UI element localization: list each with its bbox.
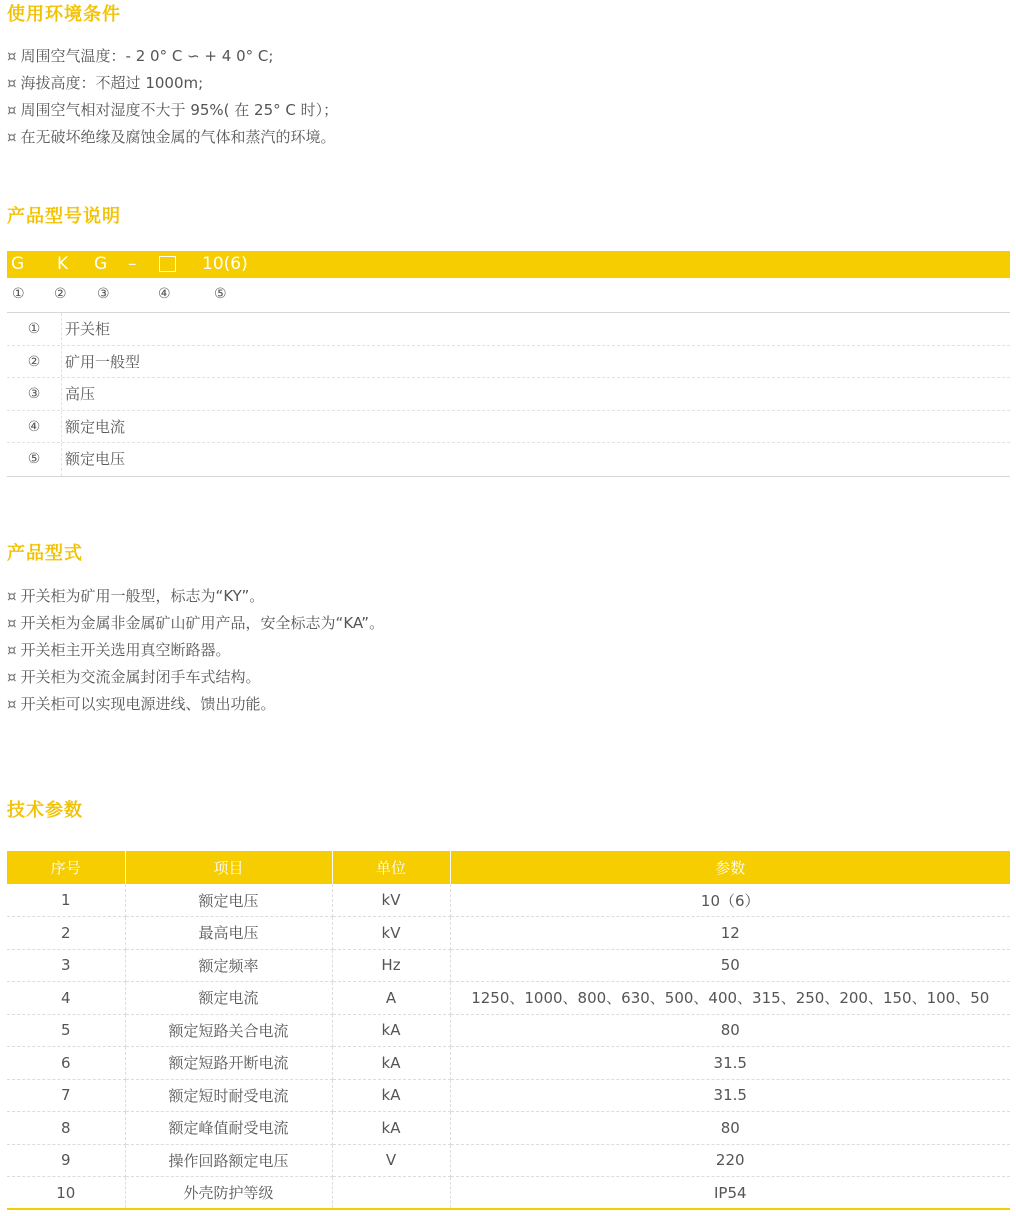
bullet-mark-icon: ¤ <box>7 47 17 65</box>
bullet-mark-icon: ¤ <box>7 641 17 659</box>
cell-index: 4 <box>7 982 125 1015</box>
code-index: ⑤ <box>7 443 62 476</box>
cell-param: IP54 <box>450 1177 1010 1210</box>
table-header-row <box>7 851 1010 884</box>
cell-item: 额定电压 <box>125 884 332 917</box>
model-section-title: 产品型号说明 <box>7 206 121 227</box>
form-item-text: 开关柜主开关选用真空断路器。 <box>20 641 231 659</box>
form-item-text: 开关柜为金属非金属矿山矿用产品，安全标志为“KA”。 <box>20 614 385 632</box>
env-bullet-item <box>7 43 338 70</box>
table-row <box>7 411 1010 444</box>
cell-index: 9 <box>7 1144 125 1177</box>
table-row <box>7 884 1010 917</box>
code-description: 矿用一般型 <box>65 352 141 371</box>
cell-unit: kA <box>332 1047 450 1080</box>
code-index: ② <box>7 346 62 378</box>
cell-index: 2 <box>7 917 125 950</box>
env-section-title: 使用环境条件 <box>7 4 121 25</box>
bullet-mark-icon: ¤ <box>7 614 17 632</box>
code-index: ③ <box>7 378 62 410</box>
table-row <box>7 1014 1010 1047</box>
table-row <box>7 378 1010 411</box>
table-row <box>7 1144 1010 1177</box>
cell-item: 额定电流 <box>125 982 332 1015</box>
header-item: 项目 <box>125 851 332 884</box>
bullet-mark-icon: ¤ <box>7 128 17 146</box>
bullet-mark-icon: ¤ <box>7 101 17 119</box>
table-row <box>7 917 1010 950</box>
cell-index: 7 <box>7 1079 125 1112</box>
form-section-title: 产品型式 <box>7 543 83 564</box>
form-bullet-item <box>7 691 384 718</box>
env-bullet-item <box>7 124 338 151</box>
model-code-bar <box>7 251 1010 278</box>
table-row <box>7 1177 1010 1210</box>
cell-unit: kA <box>332 1112 450 1145</box>
cell-index: 10 <box>7 1177 125 1210</box>
table-row <box>7 346 1010 379</box>
code-description: 额定电压 <box>65 450 126 469</box>
cell-index: 8 <box>7 1112 125 1145</box>
cell-param: 50 <box>450 949 1010 982</box>
circle-number: ④ <box>158 286 171 302</box>
header-unit: 单位 <box>332 851 450 884</box>
bullet-mark-icon: ¤ <box>7 695 17 713</box>
table-row <box>7 1112 1010 1145</box>
cell-index: 1 <box>7 884 125 917</box>
env-item-text: 海拔高度：不超过 1000m; <box>20 74 204 92</box>
cell-item: 操作回路额定电压 <box>125 1144 332 1177</box>
model-circle-numbers <box>7 282 1010 306</box>
table-row <box>7 313 1010 346</box>
cell-item: 额定短时耐受电流 <box>125 1079 332 1112</box>
form-bullet-item <box>7 637 384 664</box>
env-bullet-item <box>7 97 338 124</box>
cell-unit <box>332 1177 450 1210</box>
placeholder-box-icon <box>159 256 176 272</box>
cell-item: 额定短路关合电流 <box>125 1014 332 1047</box>
cell-index: 6 <box>7 1047 125 1080</box>
table-row <box>7 982 1010 1015</box>
env-bullet-list <box>7 43 338 151</box>
circle-number: ② <box>54 286 67 302</box>
bullet-mark-icon: ¤ <box>7 74 17 92</box>
cell-param: 10（6） <box>450 884 1010 917</box>
cell-unit: kA <box>332 1079 450 1112</box>
model-code-part: 10(6) <box>202 254 248 274</box>
env-item-text: 周围空气温度：- 2 0° C ∽ + 4 0° C; <box>20 47 274 65</box>
model-code-part: K <box>57 254 69 274</box>
code-description: 开关柜 <box>65 320 111 338</box>
form-item-text: 开关柜可以实现电源进线、馈出功能。 <box>20 695 276 713</box>
env-item-text: 在无破坏绝缘及腐蚀金属的气体和蒸汽的环境。 <box>20 128 336 146</box>
bullet-mark-icon: ¤ <box>7 668 17 686</box>
header-index: 序号 <box>7 851 125 884</box>
code-description: 高压 <box>65 385 96 404</box>
cell-param: 80 <box>450 1112 1010 1145</box>
cell-unit: kV <box>332 917 450 950</box>
cell-param: 80 <box>450 1014 1010 1047</box>
form-item-text: 开关柜为交流金属封闭手车式结构。 <box>20 668 261 686</box>
model-code-part: – <box>128 254 137 274</box>
cell-index: 5 <box>7 1014 125 1047</box>
cell-item: 外壳防护等级 <box>125 1177 332 1210</box>
table-row <box>7 1047 1010 1080</box>
header-param: 参数 <box>450 851 1010 884</box>
cell-unit: kA <box>332 1014 450 1047</box>
cell-unit: kV <box>332 884 450 917</box>
cell-param: 220 <box>450 1144 1010 1177</box>
cell-item: 最高电压 <box>125 917 332 950</box>
cell-param: 31.5 <box>450 1079 1010 1112</box>
env-bullet-item <box>7 70 338 97</box>
model-code-part: G <box>11 254 25 274</box>
cell-item: 额定短路开断电流 <box>125 1047 332 1080</box>
form-bullet-item <box>7 583 384 610</box>
circle-number: ① <box>12 286 25 302</box>
cell-param: 31.5 <box>450 1047 1010 1080</box>
bullet-mark-icon: ¤ <box>7 587 17 605</box>
code-index: ① <box>7 313 62 345</box>
table-row <box>7 443 1010 476</box>
code-description: 额定电流 <box>65 417 126 436</box>
cell-item: 额定峰值耐受电流 <box>125 1112 332 1145</box>
cell-unit: V <box>332 1144 450 1177</box>
cell-unit: A <box>332 982 450 1015</box>
cell-index: 3 <box>7 949 125 982</box>
form-bullet-item <box>7 610 384 637</box>
form-item-text: 开关柜为矿用一般型，标志为“KY”。 <box>20 587 265 605</box>
model-code-table <box>7 312 1010 477</box>
cell-param: 12 <box>450 917 1010 950</box>
cell-item: 额定频率 <box>125 949 332 982</box>
env-item-text: 周围空气相对湿度不大于 95%( 在 25° C 时）； <box>20 101 339 119</box>
cell-unit: Hz <box>332 949 450 982</box>
form-bullet-list <box>7 583 384 718</box>
cell-param: 1250、1000、800、630、500、400、315、250、200、150、100、50 <box>450 982 1010 1015</box>
code-index: ④ <box>7 411 62 443</box>
circle-number: ③ <box>97 286 110 302</box>
circle-number: ⑤ <box>214 286 227 302</box>
model-code-part: G <box>94 254 108 274</box>
table-row <box>7 1079 1010 1112</box>
table-row <box>7 949 1010 982</box>
tech-section-title: 技术参数 <box>7 800 83 821</box>
tech-params-table <box>7 851 1010 1210</box>
form-bullet-item <box>7 664 384 691</box>
